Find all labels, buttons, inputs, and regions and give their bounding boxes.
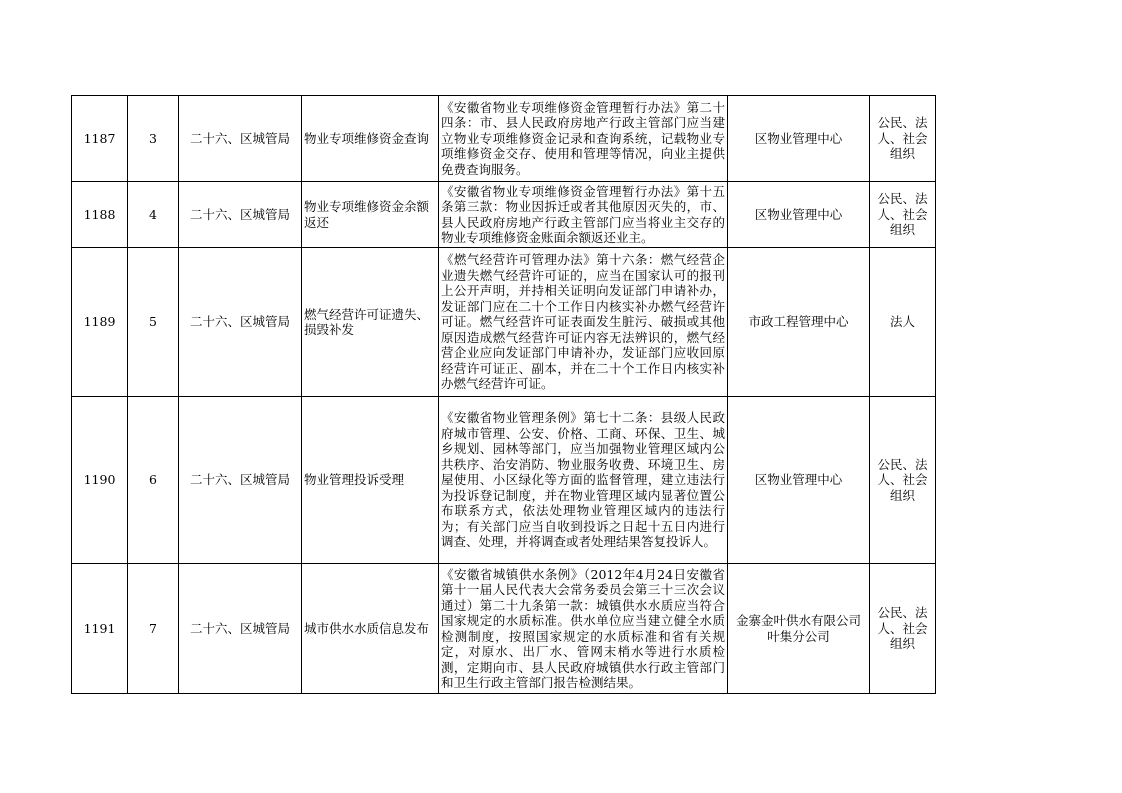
department: 二十六、区城管局: [179, 248, 302, 397]
legal-basis: 《安徽省物业专项维修资金管理暂行办法》第十五条第三款：物业因拆迁或者其他原因灭失的，市、县人民政府房地产行政主管部门应当将业主交存的物业专项维修资金账面余额返还业主。: [439, 182, 728, 248]
responsible-unit: 区物业管理中心: [728, 182, 870, 248]
table-row: [72, 564, 936, 694]
department: 二十六、区城管局: [179, 564, 302, 694]
item-name: 城市供水水质信息发布: [302, 564, 439, 694]
row-number: 1190: [72, 397, 128, 564]
responsible-unit: 金寨金叶供水有限公司叶集分公司: [728, 564, 870, 694]
service-object: 公民、法人、社会组织: [870, 96, 936, 182]
sequence-number: 7: [128, 564, 179, 694]
legal-basis: 《安徽省物业专项维修资金管理暂行办法》第二十四条：市、县人民政府房地产行政主管部门应当建立物业专项维修资金记录和查询系统，记载物业专项维修资金交存、使用和管理等情况，向业主提供免费查询服务。: [439, 96, 728, 182]
sequence-number: 6: [128, 397, 179, 564]
item-name: 燃气经营许可证遗失、损毁补发: [302, 248, 439, 397]
row-number: 1189: [72, 248, 128, 397]
department: 二十六、区城管局: [179, 397, 302, 564]
department: 二十六、区城管局: [179, 182, 302, 248]
responsible-unit: 区物业管理中心: [728, 96, 870, 182]
row-number: 1187: [72, 96, 128, 182]
table-row: [72, 397, 936, 564]
responsible-unit: 市政工程管理中心: [728, 248, 870, 397]
legal-basis: 《燃气经营许可管理办法》第十六条：燃气经营企业遗失燃气经营许可证的，应当在国家认可的报刊上公开声明，并持相关证明向发证部门申请补办，发证部门应在二十个工作日内核实补办燃气经营许可证。燃气经营许可证表面发生脏污、破损或其他原因造成燃气经营许可证内容无法辨识的，燃气经营企业应向发证部门申请补办，发证部门应收回原经营许可证正、副本，并在二十个工作日内核实补办燃气经营许可证。: [439, 248, 728, 397]
department: 二十六、区城管局: [179, 96, 302, 182]
service-object: 公民、法人、社会组织: [870, 564, 936, 694]
table-row: [72, 182, 936, 248]
service-object: 公民、法人、社会组织: [870, 182, 936, 248]
service-object: 公民、法人、社会组织: [870, 397, 936, 564]
item-name: 物业专项维修资金余额返还: [302, 182, 439, 248]
item-name: 物业管理投诉受理: [302, 397, 439, 564]
table-row: [72, 96, 936, 182]
row-number: 1188: [72, 182, 128, 248]
legal-basis: 《安徽省物业管理条例》第七十二条：县级人民政府城市管理、公安、价格、工商、环保、卫生、城乡规划、园林等部门，应当加强物业管理区域内公共秩序、治安消防、物业服务收费、环境卫生、房屋使用、小区绿化等方面的监督管理，建立违法行为投诉登记制度，并在物业管理区域内显著位置公布联系方式，依法处理物业管理区域内的违法行为；有关部门应当自收到投诉之日起十五日内进行调查、处理，并将调查或者处理结果答复投诉人。: [439, 397, 728, 564]
sequence-number: 3: [128, 96, 179, 182]
item-name: 物业专项维修资金查询: [302, 96, 439, 182]
legal-basis: 《安徽省城镇供水条例》（2012年4月24日安徽省第十一届人民代表大会常务委员会第三十三次会议通过）第二十九条第一款：城镇供水水质应当符合国家规定的水质标准。供水单位应当建立健全水质检测制度，按照国家规定的水质标准和省有关规定，对原水、出厂水、管网末梢水等进行水质检测，定期向市、县人民政府城镇供水行政主管部门和卫生行政主管部门报告检测结果。: [439, 564, 728, 694]
row-number: 1191: [72, 564, 128, 694]
table-row: [72, 248, 936, 397]
service-object: 法人: [870, 248, 936, 397]
disclosure-table: [71, 95, 936, 694]
sequence-number: 5: [128, 248, 179, 397]
sequence-number: 4: [128, 182, 179, 248]
responsible-unit: 区物业管理中心: [728, 397, 870, 564]
